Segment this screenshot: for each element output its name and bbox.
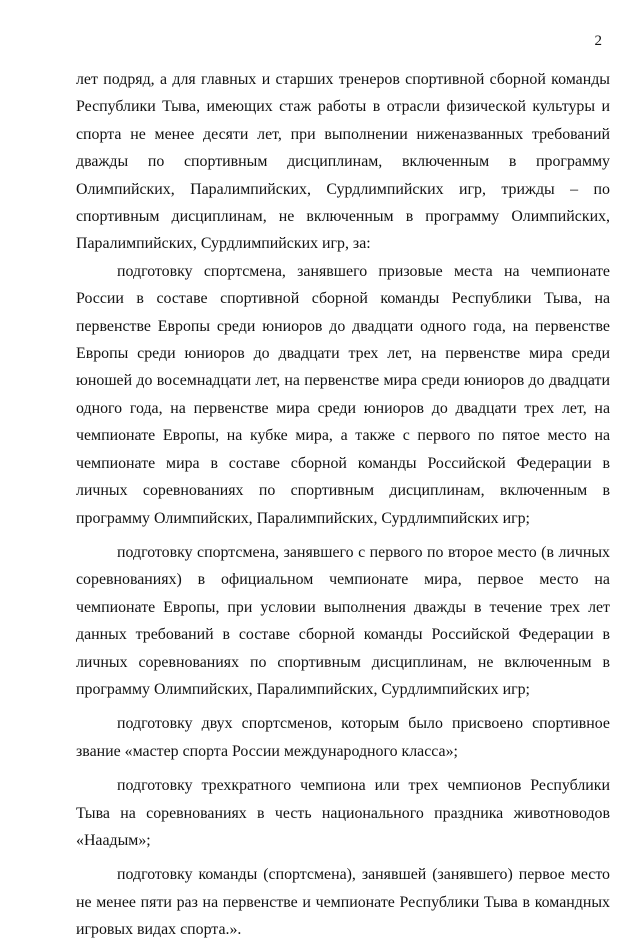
paragraph-master-of-sport: подготовку двух спортсменов, которым было присвоено спортивное звание «мастер спорта России международного класса»; — [76, 715, 610, 760]
document-body — [76, 66, 610, 944]
paragraph-intro: лет подряд, а для главных и старших тренеров спортивной сборной команды Республики Тыва, имеющих стаж работы в отрасли физической культуры и спорта не менее десяти лет, при выполнении ниженазванных требований дважды по спортивным дисциплинам, включенным в программу Олимпийских, Паралимпийских, Сурдлимпийских игр, трижды – по спортивным дисциплинам, не включенным в программу Олимпийских, Паралимпийских, Сурдлимпийских игр, за: — [76, 71, 610, 253]
paragraph-team-first-place: подготовку команды (спортсмена), занявшей (занявшего) первое место не менее пяти раз на первенстве и чемпионате Республики Тыва в командных игровых видах спорта.». — [76, 866, 610, 939]
paragraph-prize-places: подготовку спортсмена, занявшего призовые места на чемпионате России в составе спортивной сборной команды Республики Тыва, на первенстве Европы среди юниоров до двадцати одного года, на первенстве Европы среди юниоров до двадцати трех лет, на первенстве мира среди юношей до восемнадцати лет, на первенстве мира среди юниоров до двадцати одного года, на первенстве мира среди юниоров до двадцати трех лет, на чемпионате Европы, на кубке мира, а также с первого по пятое место на чемпионате мира в составе сборной команды Российской Федерации в личных соревнованиях по спортивным дисциплинам, включенным в программу Олимпийских, Паралимпийских, Сурдлимпийских игр; — [76, 262, 610, 527]
paragraph-naadym-champions: подготовку трехкратного чемпиона или трех чемпионов Республики Тыва на соревнованиях в честь национального праздника животноводов «Наадым»; — [76, 777, 610, 849]
page-number: 2 — [594, 33, 602, 49]
paragraph-world-europe-championship: подготовку спортсмена, занявшего с первого по второе место (в личных соревнованиях) в официальном чемпионате мира, первое место на чемпионате Европы, при условии выполнения дважды в течение трех лет данных требований в составе сборной команды Российской Федерации в личных соревнованиях по спортивным дисциплинам, не включенным в программу Олимпийских, Паралимпийских, Сурдлимпийских игр; — [76, 543, 610, 698]
